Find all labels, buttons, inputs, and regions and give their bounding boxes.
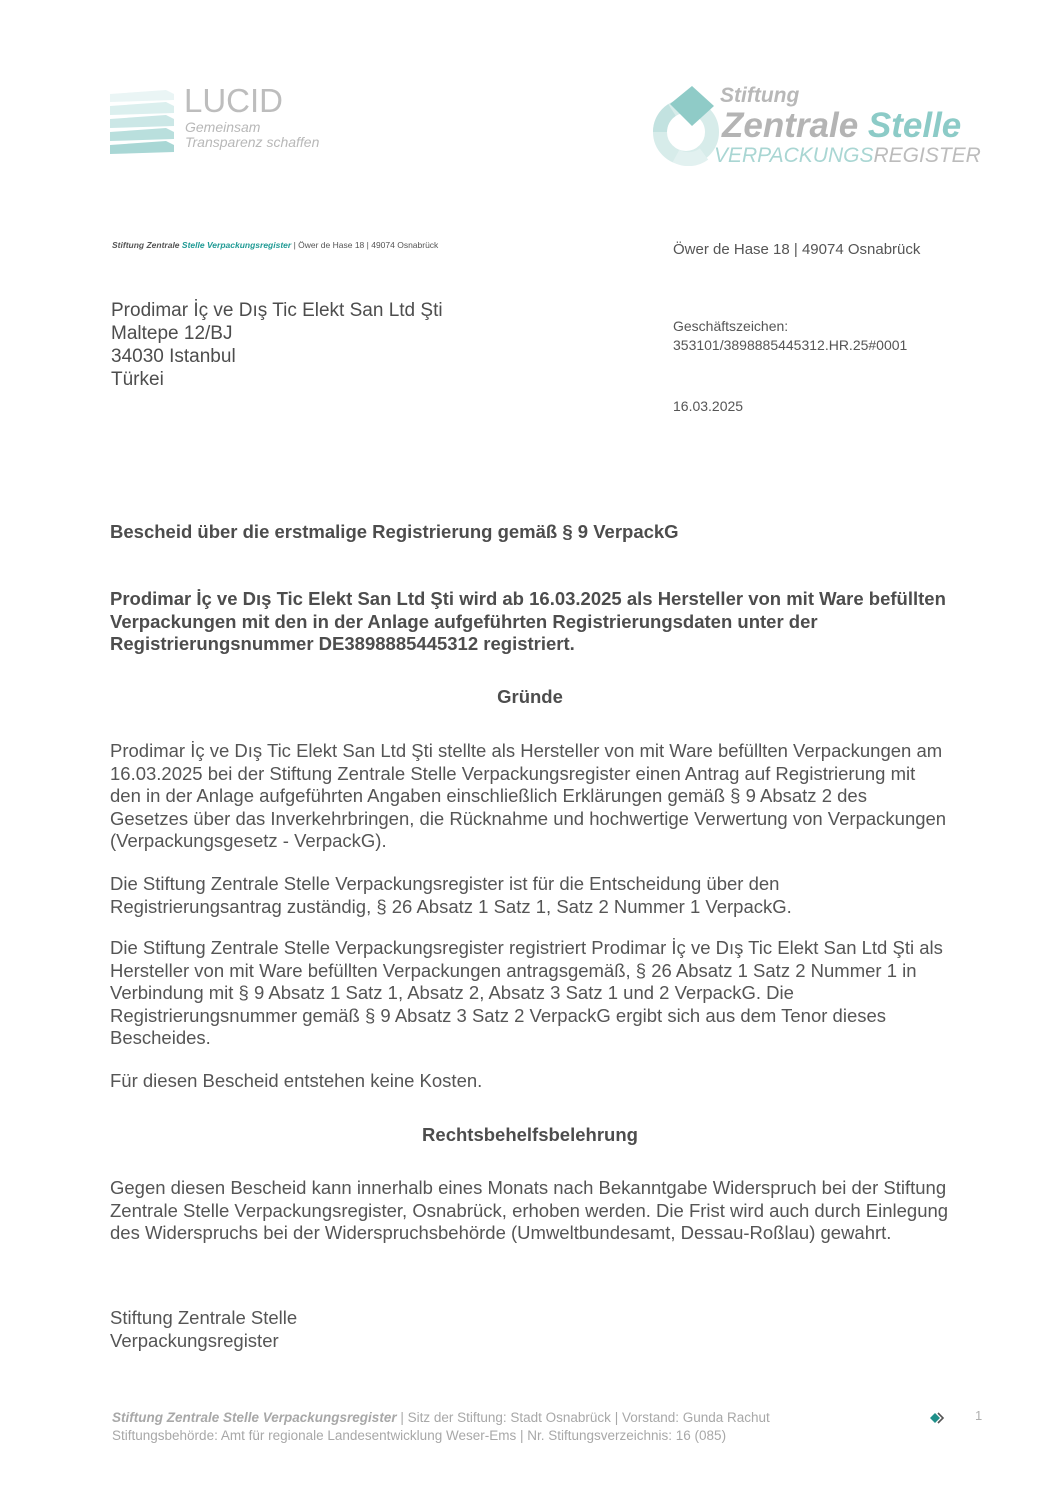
sender-org-accent: Stelle Verpackungsregister (181, 240, 292, 250)
footer-line-2: Stiftungsbehörde: Amt für regionale Landesentwicklung Weser-Ems | Nr. Stiftungsverzeichnis: 16 (085) (112, 1428, 727, 1443)
reference-value: 353101/3898885445312.HR.25#0001 (673, 337, 908, 353)
footer-seat: | Sitz der Stiftung: Stadt Osnabrück | Vorstand: Gunda Rachut (396, 1410, 770, 1425)
zsvr-verpackungsregister (714, 144, 981, 168)
document-date: 16.03.2025 (673, 398, 744, 414)
zsvr-stiftung: Stiftung (720, 84, 800, 107)
reference-label: Geschäftszeichen: (673, 318, 789, 334)
zsvr-verpackungs-text: VERPACKUNGS (714, 144, 874, 167)
body-paragraph: Prodimar İç ve Dış Tic Elekt San Ltd Şti stellte als Hersteller von mit Ware befüllten Verpackungen am 16.03.2025 bei der Stiftung Zentrale Stelle Verpackungsregister einen Antrag auf Registrierung mit den in der Anlage aufgeführten Angaben einschließlich Erklärungen gemäß § 9 Absatz 2 des Gesetzes über das Inverkehrbringen, die Rücknahme und hochwertige Verwertung von Verpackungen (Verpackungsgesetz - VerpackG). (110, 740, 947, 851)
diamond-arrow-icon[interactable] (929, 1411, 945, 1425)
sender-line (112, 240, 438, 250)
recipient-name: Prodimar İç ve Dış Tic Elekt San Ltd Şti (111, 300, 443, 321)
lucid-logo (108, 82, 338, 158)
zsvr-stelle-text: Stelle (867, 106, 962, 145)
document-title: Bescheid über die erstmalige Registrierung gemäß § 9 VerpackG (110, 521, 679, 542)
signature-line: Verpackungsregister (110, 1329, 279, 1351)
info-address: Öwer de Hase 18 | 49074 Osnabrück (673, 241, 921, 258)
recipient-address (111, 299, 443, 391)
footer-line-1 (112, 1410, 770, 1425)
lucid-name: LUCID (184, 82, 284, 119)
sender-address: | Öwer de Hase 18 | 49074 Osnabrück (291, 240, 439, 250)
sender-org: Stiftung Zentrale (112, 240, 180, 250)
zsvr-zentrale-stelle (722, 106, 961, 146)
zsvr-register-text: REGISTER (873, 144, 981, 167)
footer-org: Stiftung Zentrale Stelle Verpackungsregister (112, 1410, 397, 1425)
body-paragraph: Die Stiftung Zentrale Stelle Verpackungsregister registriert Prodimar İç ve Dış Tic Elekt San Ltd Şti als Hersteller von mit Ware befüllten Verpackungen antragsgemäß, § 26 Absatz 1 Satz 2 Nummer 1 in Verbindung mit § 9 Absatz 1 Satz 1, Absatz 2, Absatz 3 Satz 1 und 2 VerpackG. Die Registrierungsnummer gemäß § 9 Absatz 3 Satz 2 VerpackG ergibt sich aus dem Tenor dieses Bescheides. (110, 937, 943, 1048)
section-heading-rechtsbehelfsbelehrung: Rechtsbehelfsbelehrung (422, 1124, 638, 1145)
signature-block (110, 1307, 950, 1352)
body-paragraph: Für diesen Bescheid entstehen keine Kosten. (110, 1070, 483, 1091)
legal-remedy-paragraph: Gegen diesen Bescheid kann innerhalb eines Monats nach Bekanntgabe Widerspruch bei der Stiftung Zentrale Stelle Verpackungsregister, Osnabrück, erhoben werden. Die Frist wird auch durch Einlegung des Widerspruchs bei der Widerspruchsbehörde (Umweltbundesamt, Dessau-Roßlau) gewahrt. (110, 1177, 949, 1243)
lucid-tagline: Gemeinsam (185, 119, 261, 135)
page-number: 1 (975, 1408, 983, 1423)
document-tenor: Prodimar İç ve Dış Tic Elekt San Ltd Şti wird ab 16.03.2025 als Hersteller von mit Ware befüllten Verpackungen mit den in der Anlage aufgeführten Registrierungsdaten unter der Registrierungsnummer DE3898885445312 registriert. (110, 588, 946, 654)
lucid-tagline: Transparenz schaffen (185, 134, 320, 150)
section-heading-gruende: Gründe (497, 686, 563, 707)
zsvr-zentrale-text: Zentrale (722, 106, 859, 145)
lucid-layers-icon (108, 88, 178, 154)
zsvr-logo (648, 84, 988, 170)
signature-line: Stiftung Zentrale Stelle (110, 1307, 298, 1328)
body-paragraph: Die Stiftung Zentrale Stelle Verpackungsregister ist für die Entscheidung über den Registrierungsantrag zuständig, § 26 Absatz 1 Satz 1, Satz 2 Nummer 1 VerpackG. (110, 873, 792, 917)
recipient-country: Türkei (111, 369, 164, 390)
recipient-street: Maltepe 12/BJ (111, 323, 233, 344)
recipient-city: 34030 Istanbul (111, 346, 236, 367)
